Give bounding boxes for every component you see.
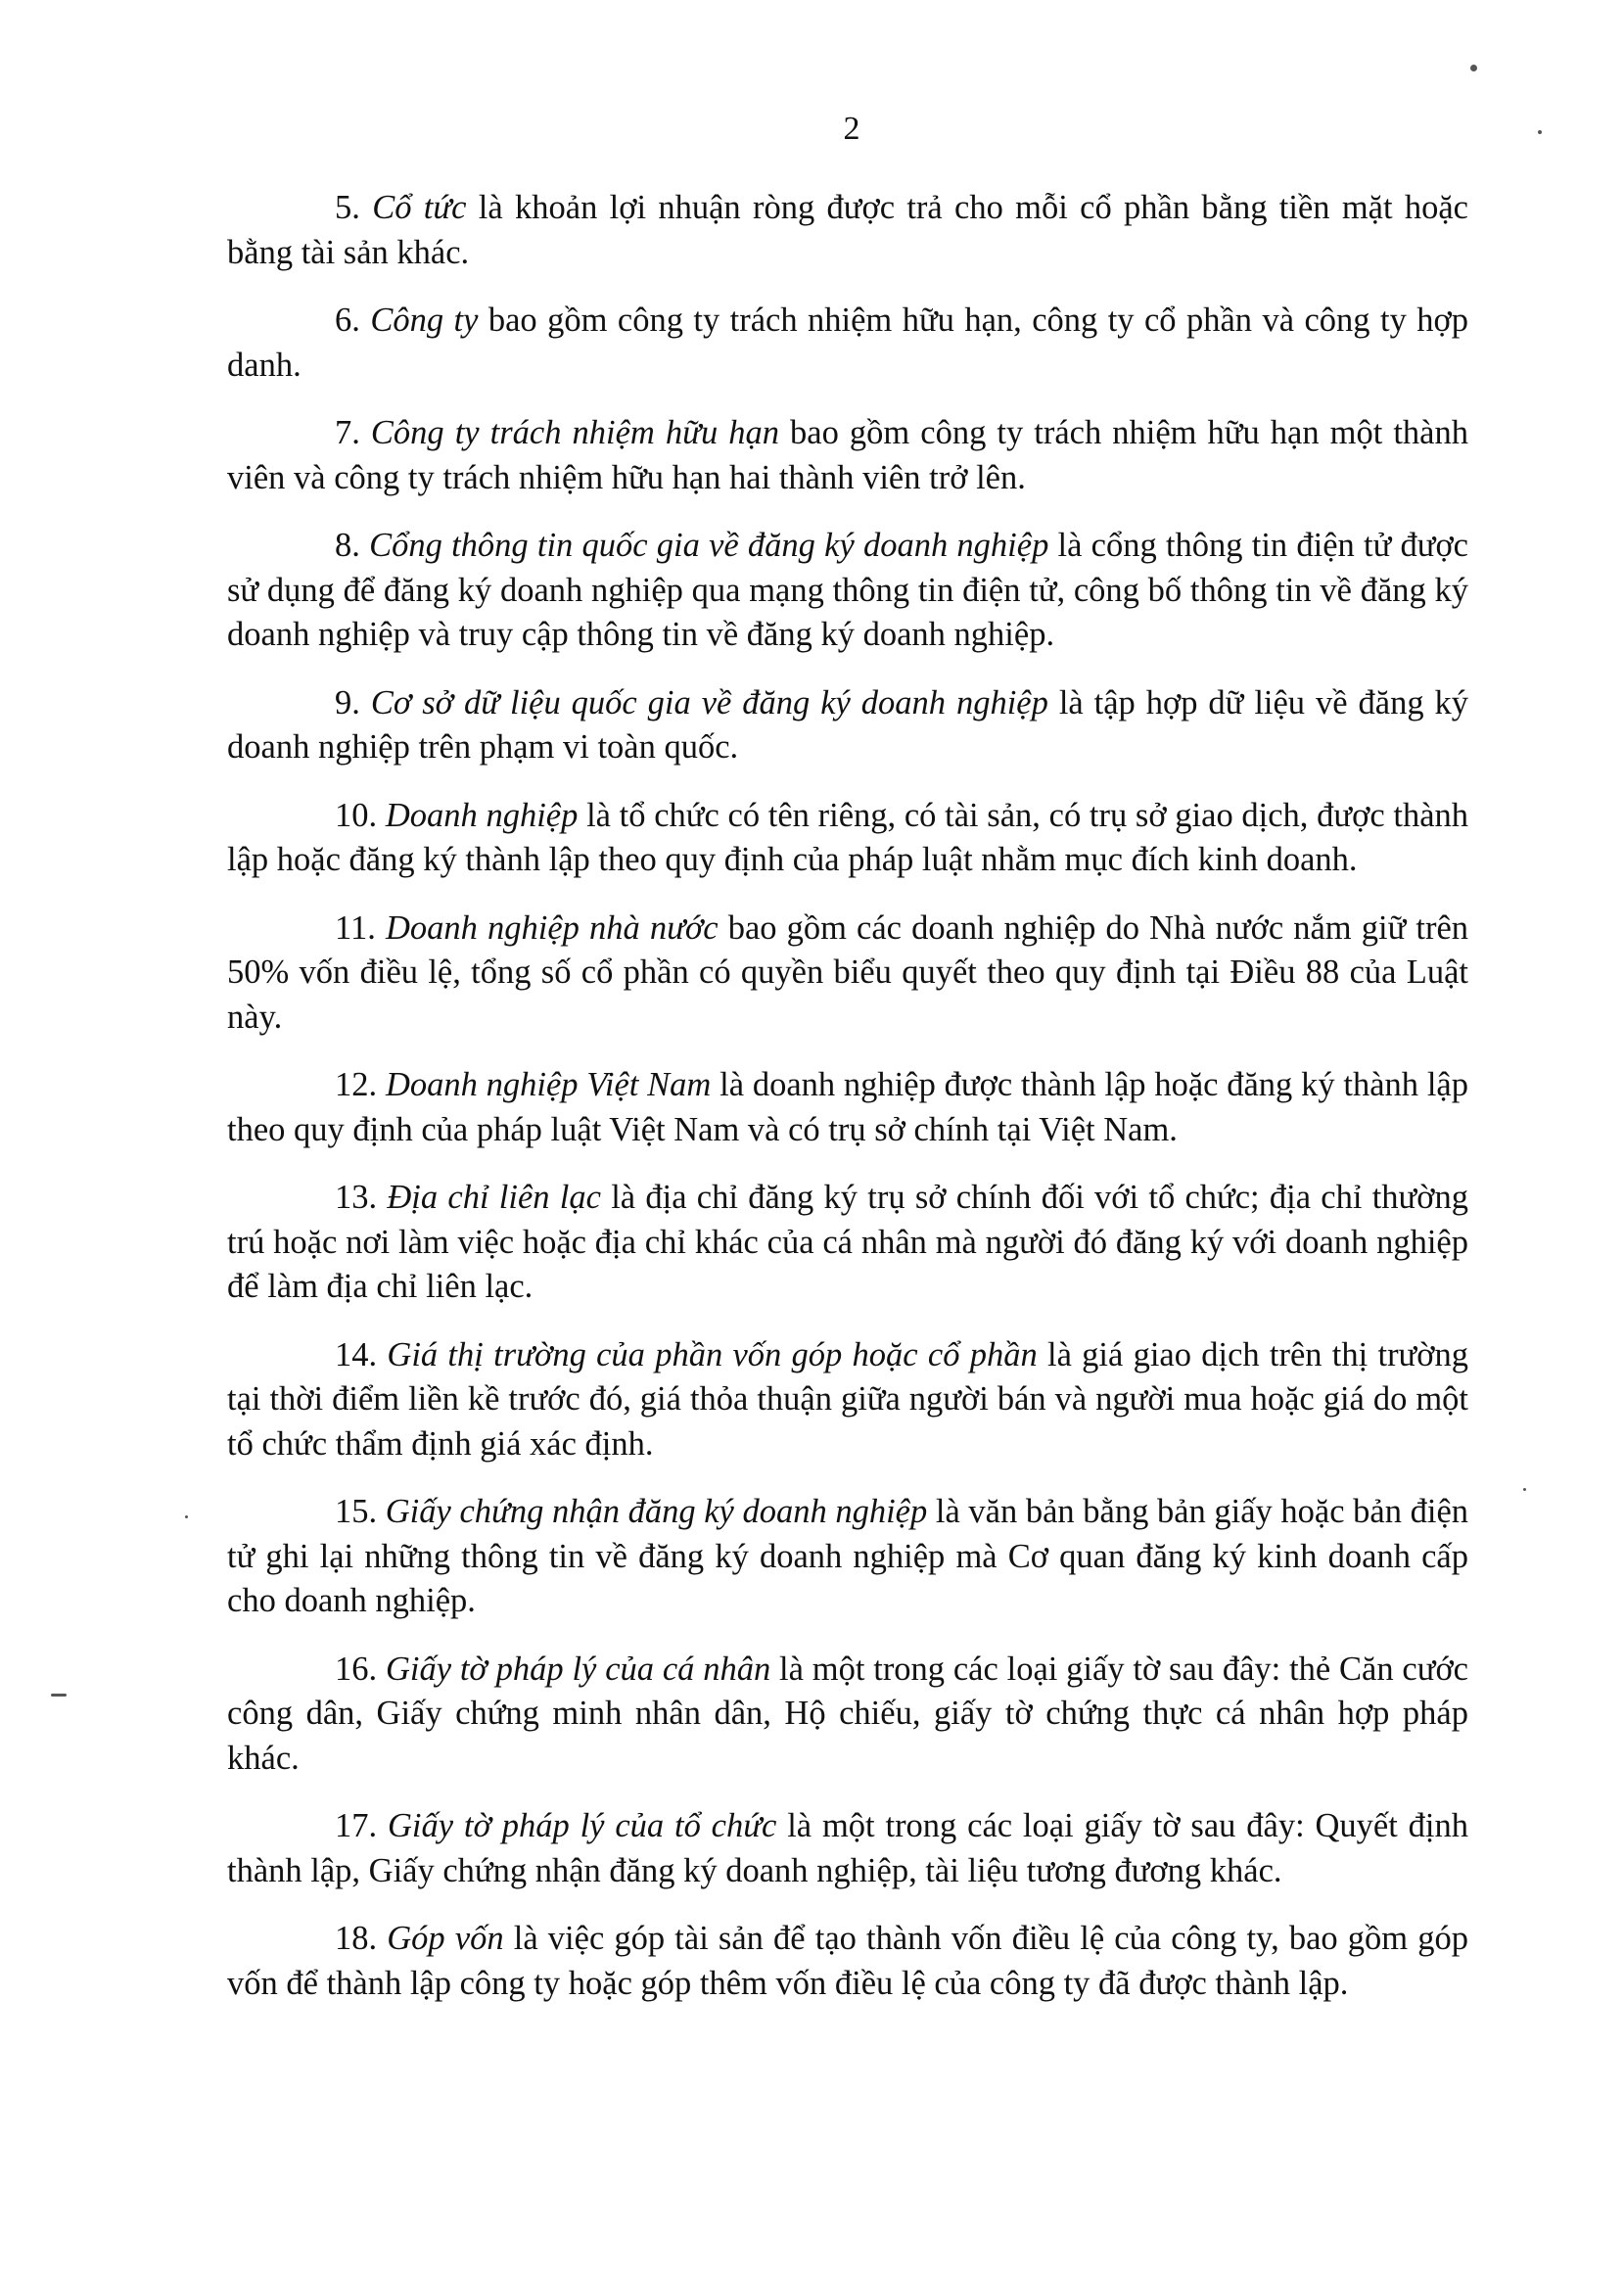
definition-item-16 [227,1648,1468,1782]
definition-text: là một trong các loại giấy tờ sau đây: Quyết định thành lập, Giấy chứng nhận đăng ký doanh nghiệp, tài liệu tương đương khác. [227,1807,1469,1889]
definition-item-17 [227,1804,1468,1893]
definition-text: là khoản lợi nhuận ròng được trả cho mỗi cổ phần bằng tiền mặt hoặc bằng tài sản khác. [227,189,1468,271]
definition-item-10 [227,794,1468,883]
defined-term: Cổng thông tin quốc gia về đăng ký doanh nghiệp [369,527,1049,564]
item-number: 17. [335,1807,378,1844]
item-number: 10. [335,796,378,834]
defined-term: Công ty [370,302,479,339]
item-number: 15. [335,1493,378,1530]
definition-text: là tổ chức có tên riêng, có tài sản, có trụ sở giao dịch, được thành lập hoặc đăng ký thành lập theo quy định của pháp luật nhằm mục đích kinh doanh. [227,796,1469,878]
definition-text: là địa chỉ đăng ký trụ sở chính đối với tổ chức; địa chỉ thường trú hoặc nơi làm việc hoặc địa chỉ khác của cá nhân mà người đó đăng ký với doanh nghiệp để làm địa chỉ liên lạc. [227,1179,1468,1305]
definition-item-13 [227,1176,1468,1310]
scan-speck [51,1694,67,1697]
definition-item-18 [227,1917,1468,2006]
definition-item-15 [227,1490,1468,1624]
item-number: 5. [335,189,360,226]
definition-item-11 [227,907,1468,1041]
item-number: 13. [335,1179,378,1216]
item-number: 11. [335,908,376,947]
defined-term: Địa chỉ liên lạc [387,1179,601,1216]
page-number: 2 [843,111,860,147]
definition-text: bao gồm công ty trách nhiệm hữu hạn một thành viên và công ty trách nhiệm hữu hạn hai thành viên trở lên. [227,414,1468,496]
definition-item-7 [227,411,1468,500]
definition-text: là văn bản bằng bản giấy hoặc bản điện tử ghi lại những thông tin về đăng ký doanh nghiệp mà Cơ quan đăng ký kinh doanh cấp cho doanh nghiệp. [227,1493,1469,1619]
definition-text: là một trong các loại giấy tờ sau đây: thẻ Căn cước công dân, Giấy chứng minh nhân dân, Hộ chiếu, giấy tờ chứng thực cá nhân hợp pháp khác. [227,1650,1468,1777]
scan-speck [185,1515,188,1518]
defined-term: Doanh nghiệp [385,796,579,834]
definition-text: bao gồm các doanh nghiệp do Nhà nước nắm giữ trên 50% vốn điều lệ, tổng số cổ phần có quyền biểu quyết theo quy định tại Điều 88 của Luật này. [227,908,1469,1036]
defined-term: Góp vốn [387,1920,504,1957]
scan-speck [1538,130,1542,134]
defined-term: Giấy tờ pháp lý của tổ chức [387,1807,777,1844]
defined-term: Công ty trách nhiệm hữu hạn [370,414,779,451]
defined-term: Giấy chứng nhận đăng ký doanh nghiệp [385,1493,928,1530]
item-number: 9. [335,683,360,721]
definition-item-5 [227,186,1468,275]
definition-text: là doanh nghiệp được thành lập hoặc đăng ký thành lập theo quy định của pháp luật Việt Nam và có trụ sở chính tại Việt Nam. [227,1066,1468,1148]
scan-speck [1470,65,1477,71]
definition-item-8 [227,524,1468,658]
item-number: 12. [335,1066,378,1103]
document-body [227,186,1468,2029]
item-number: 8. [335,527,360,564]
item-number: 14. [335,1335,378,1373]
defined-term: Doanh nghiệp nhà nước [385,908,719,947]
definition-text: là việc góp tài sản để tạo thành vốn điều lệ của công ty, bao gồm góp vốn để thành lập công ty hoặc góp thêm vốn điều lệ của công ty đã được thành lập. [227,1920,1469,2002]
scan-speck [1523,1488,1526,1491]
definition-item-14 [227,1333,1468,1467]
definition-item-6 [227,299,1468,388]
defined-term: Cổ tức [372,189,467,226]
defined-term: Doanh nghiệp Việt Nam [385,1066,712,1103]
defined-term: Giá thị trường của phần vốn góp hoặc cổ phần [387,1335,1038,1373]
item-number: 16. [335,1650,378,1688]
definition-item-9 [227,681,1468,770]
item-number: 7. [335,414,360,451]
defined-term: Cơ sở dữ liệu quốc gia về đăng ký doanh nghiệp [370,683,1048,721]
definition-item-12 [227,1063,1468,1152]
definition-text: là cổng thông tin điện tử được sử dụng để đăng ký doanh nghiệp qua mạng thông tin điện tử, công bố thông tin về đăng ký doanh nghiệp và truy cập thông tin về đăng ký doanh nghiệp. [227,527,1468,653]
definition-text: bao gồm công ty trách nhiệm hữu hạn, công ty cổ phần và công ty hợp danh. [227,302,1469,384]
definition-text: là giá giao dịch trên thị trường tại thời điểm liền kề trước đó, giá thỏa thuận giữa người bán và người mua hoặc giá do một tổ chức thẩm định giá xác định. [227,1335,1469,1463]
definition-text: là tập hợp dữ liệu về đăng ký doanh nghiệp trên phạm vi toàn quốc. [227,683,1469,766]
item-number: 6. [335,302,360,339]
item-number: 18. [335,1920,378,1957]
defined-term: Giấy tờ pháp lý của cá nhân [385,1650,771,1688]
